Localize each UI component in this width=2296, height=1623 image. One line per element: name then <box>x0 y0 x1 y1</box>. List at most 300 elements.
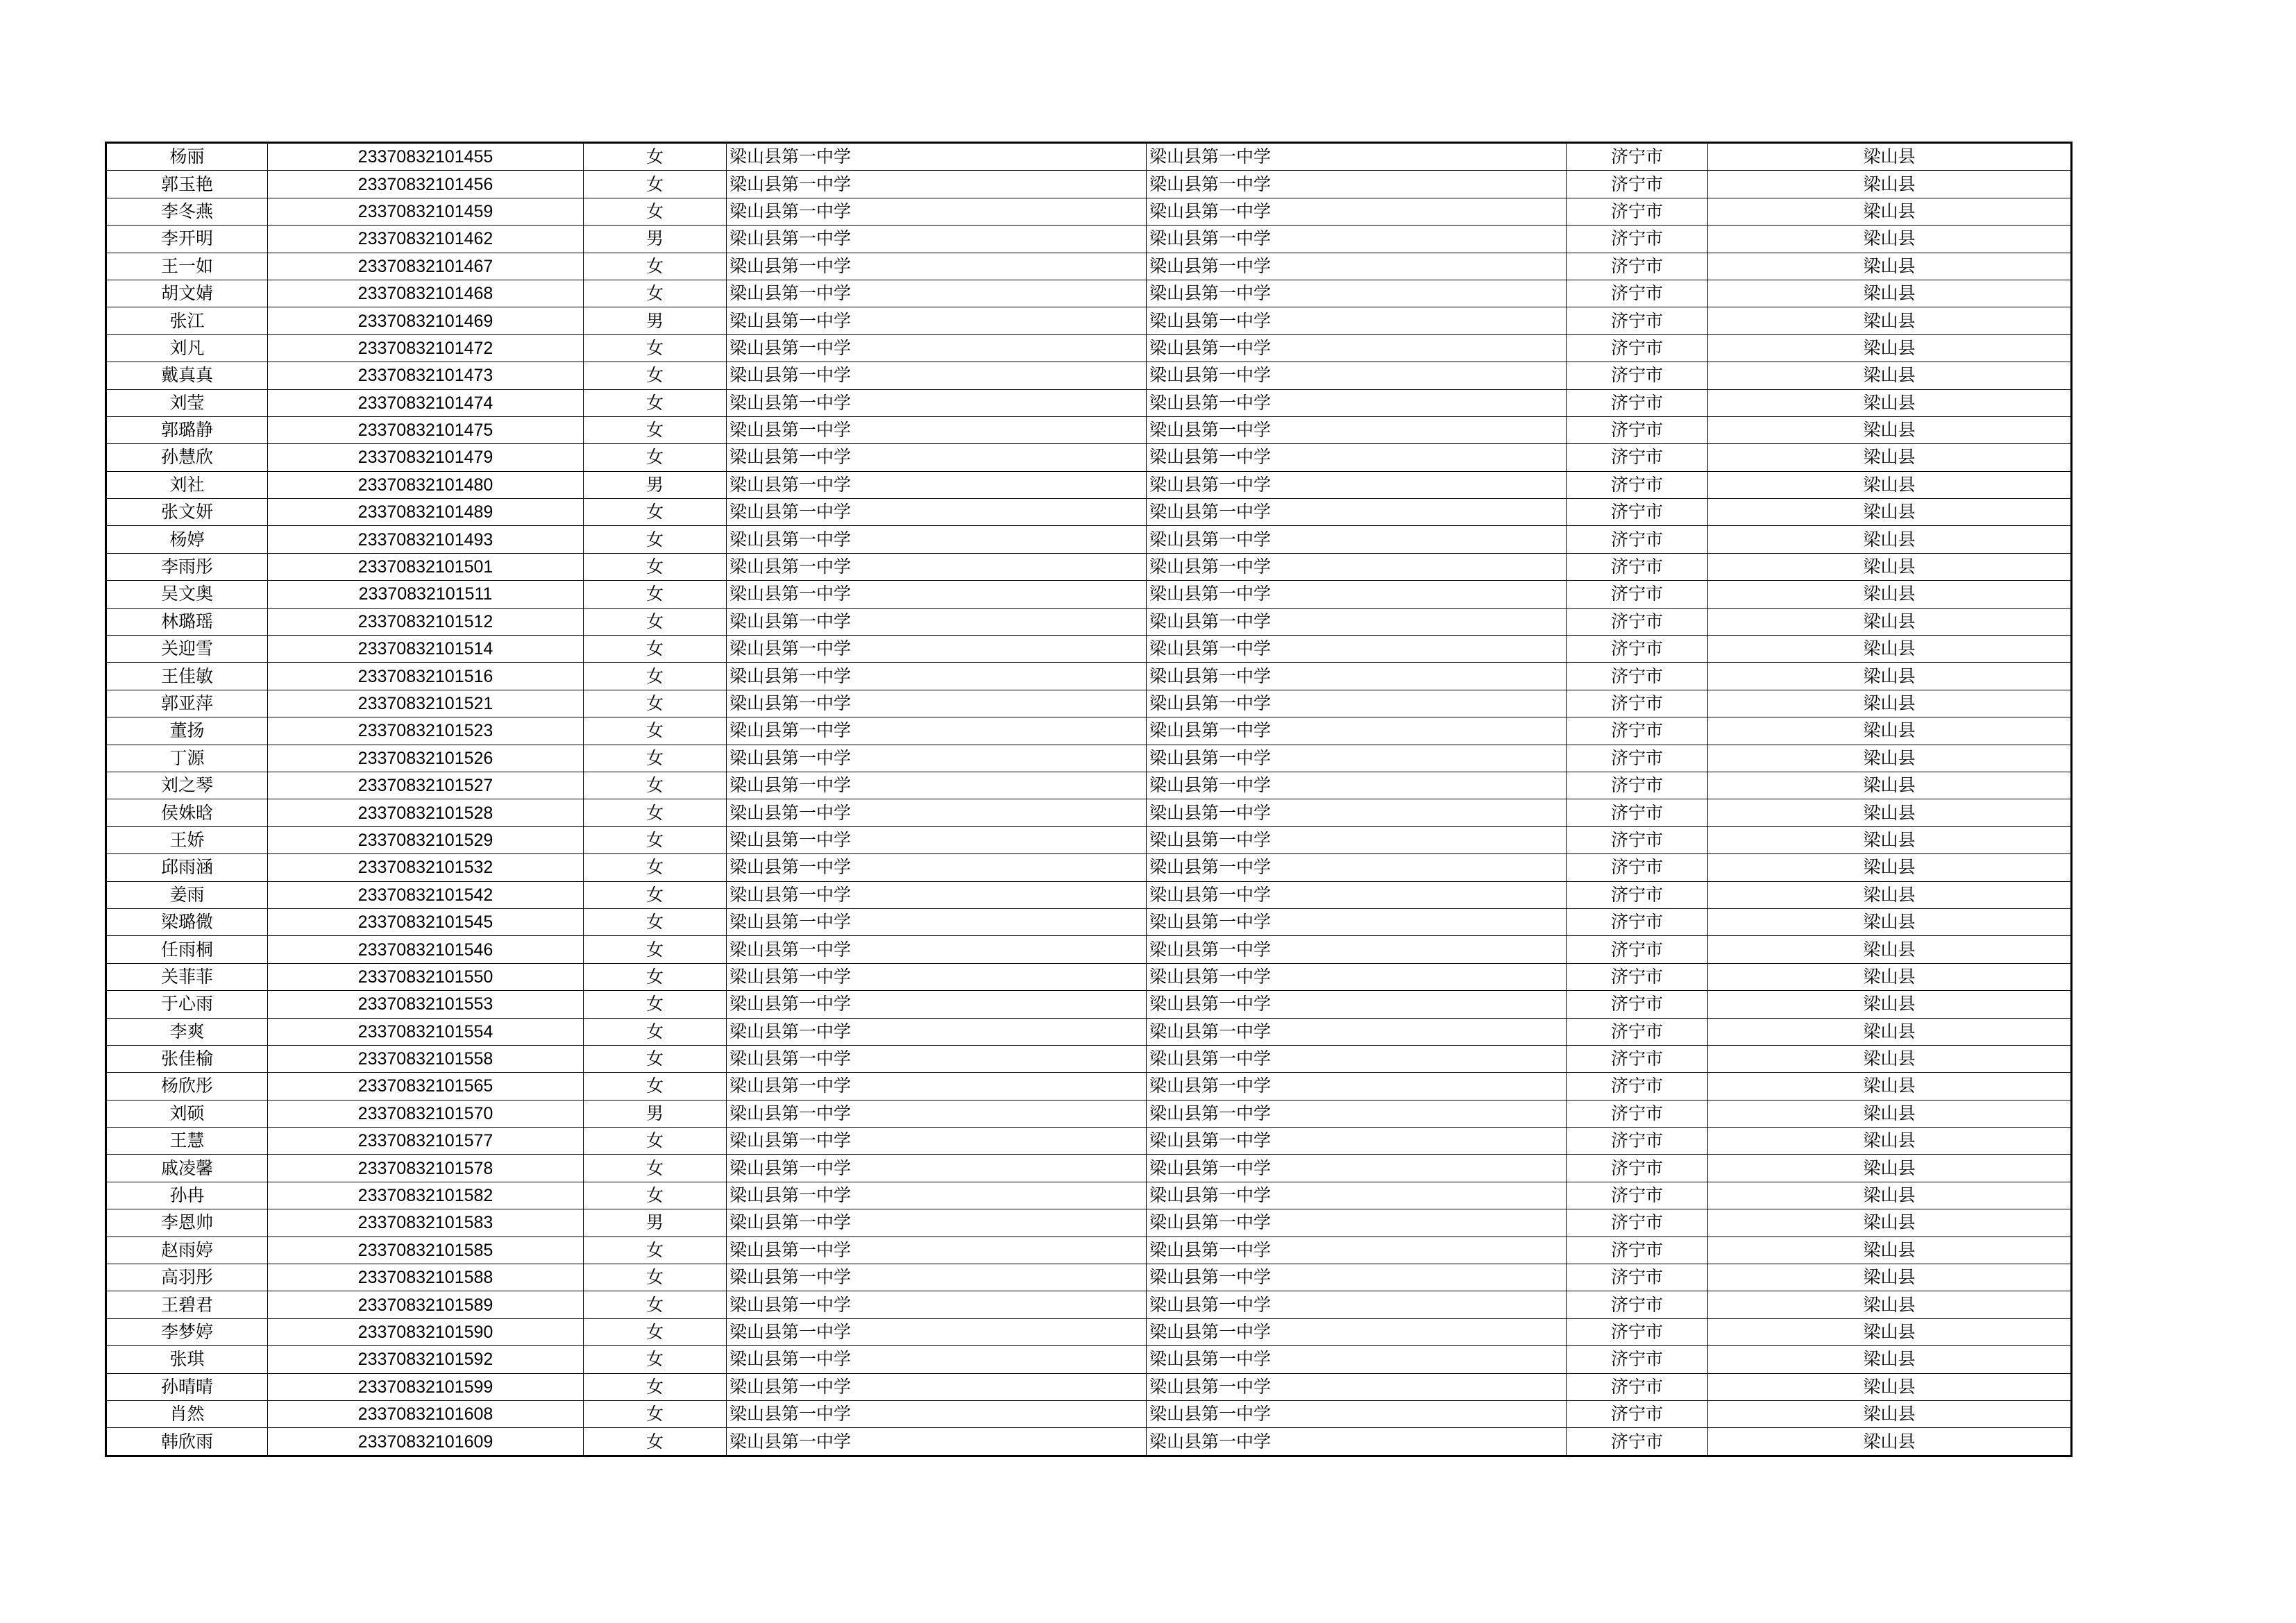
id-cell: 23370832101550 <box>268 963 584 990</box>
name-cell: 郭玉艳 <box>106 171 268 198</box>
school2-cell: 梁山县第一中学 <box>1147 799 1567 826</box>
school2-cell: 梁山县第一中学 <box>1147 198 1567 225</box>
id-cell: 23370832101472 <box>268 334 584 362</box>
city-cell: 济宁市 <box>1567 826 1708 853</box>
table-row <box>106 1073 2072 1100</box>
school2-cell: 梁山县第一中学 <box>1147 854 1567 881</box>
gender-cell: 女 <box>584 253 727 280</box>
id-cell: 23370832101475 <box>268 416 584 443</box>
name-cell: 李爽 <box>106 1018 268 1045</box>
county-cell: 梁山县 <box>1708 991 2072 1018</box>
city-cell: 济宁市 <box>1567 362 1708 389</box>
gender-cell: 女 <box>584 1400 727 1427</box>
table-row <box>106 1128 2072 1155</box>
county-cell: 梁山县 <box>1708 389 2072 416</box>
id-cell: 23370832101577 <box>268 1128 584 1155</box>
school2-cell: 梁山县第一中学 <box>1147 963 1567 990</box>
gender-cell: 女 <box>584 1346 727 1373</box>
name-cell: 张文妍 <box>106 499 268 526</box>
gender-cell: 男 <box>584 471 727 498</box>
gender-cell: 女 <box>584 745 727 772</box>
id-cell: 23370832101554 <box>268 1018 584 1045</box>
name-cell: 杨欣彤 <box>106 1073 268 1100</box>
county-cell: 梁山县 <box>1708 608 2072 635</box>
gender-cell: 男 <box>584 1209 727 1237</box>
school2-cell: 梁山县第一中学 <box>1147 553 1567 580</box>
school-cell: 梁山县第一中学 <box>727 690 1147 717</box>
name-cell: 李开明 <box>106 226 268 253</box>
table-row <box>106 1373 2072 1400</box>
gender-cell: 女 <box>584 171 727 198</box>
id-cell: 23370832101582 <box>268 1182 584 1209</box>
school2-cell: 梁山县第一中学 <box>1147 690 1567 717</box>
city-cell: 济宁市 <box>1567 1182 1708 1209</box>
school-cell: 梁山县第一中学 <box>727 908 1147 935</box>
name-cell: 刘社 <box>106 471 268 498</box>
table-row <box>106 1237 2072 1264</box>
city-cell: 济宁市 <box>1567 1318 1708 1345</box>
gender-cell: 女 <box>584 1155 727 1182</box>
school2-cell: 梁山县第一中学 <box>1147 307 1567 334</box>
city-cell: 济宁市 <box>1567 881 1708 908</box>
city-cell: 济宁市 <box>1567 171 1708 198</box>
table-row <box>106 1428 2072 1456</box>
school2-cell: 梁山县第一中学 <box>1147 1182 1567 1209</box>
id-cell: 23370832101545 <box>268 908 584 935</box>
school-cell: 梁山县第一中学 <box>727 1291 1147 1318</box>
city-cell: 济宁市 <box>1567 416 1708 443</box>
school-cell: 梁山县第一中学 <box>727 772 1147 799</box>
id-cell: 23370832101546 <box>268 936 584 963</box>
city-cell: 济宁市 <box>1567 1291 1708 1318</box>
school-cell: 梁山县第一中学 <box>727 936 1147 963</box>
name-cell: 赵雨婷 <box>106 1237 268 1264</box>
id-cell: 23370832101528 <box>268 799 584 826</box>
table-row <box>106 663 2072 690</box>
school-cell: 梁山县第一中学 <box>727 745 1147 772</box>
school2-cell: 梁山县第一中学 <box>1147 1045 1567 1072</box>
school-cell: 梁山县第一中学 <box>727 799 1147 826</box>
gender-cell: 女 <box>584 581 727 608</box>
county-cell: 梁山县 <box>1708 636 2072 663</box>
id-cell: 23370832101474 <box>268 389 584 416</box>
school2-cell: 梁山县第一中学 <box>1147 171 1567 198</box>
id-cell: 23370832101542 <box>268 881 584 908</box>
school2-cell: 梁山县第一中学 <box>1147 581 1567 608</box>
school-cell: 梁山县第一中学 <box>727 1018 1147 1045</box>
city-cell: 济宁市 <box>1567 444 1708 471</box>
table-row <box>106 963 2072 990</box>
school2-cell: 梁山县第一中学 <box>1147 636 1567 663</box>
table-row <box>106 991 2072 1018</box>
county-cell: 梁山县 <box>1708 1209 2072 1237</box>
id-cell: 23370832101526 <box>268 745 584 772</box>
name-cell: 戚凌馨 <box>106 1155 268 1182</box>
school2-cell: 梁山县第一中学 <box>1147 1291 1567 1318</box>
school2-cell: 梁山县第一中学 <box>1147 253 1567 280</box>
county-cell: 梁山县 <box>1708 499 2072 526</box>
id-cell: 23370832101558 <box>268 1045 584 1072</box>
id-cell: 23370832101609 <box>268 1428 584 1456</box>
id-cell: 23370832101590 <box>268 1318 584 1345</box>
school2-cell: 梁山县第一中学 <box>1147 499 1567 526</box>
city-cell: 济宁市 <box>1567 854 1708 881</box>
roster-table <box>105 142 2073 1457</box>
id-cell: 23370832101511 <box>268 581 584 608</box>
gender-cell: 女 <box>584 1291 727 1318</box>
gender-cell: 女 <box>584 362 727 389</box>
id-cell: 23370832101501 <box>268 553 584 580</box>
county-cell: 梁山县 <box>1708 1346 2072 1373</box>
table-row <box>106 690 2072 717</box>
school-cell: 梁山县第一中学 <box>727 307 1147 334</box>
city-cell: 济宁市 <box>1567 772 1708 799</box>
city-cell: 济宁市 <box>1567 581 1708 608</box>
school-cell: 梁山县第一中学 <box>727 1373 1147 1400</box>
name-cell: 吴文奥 <box>106 581 268 608</box>
gender-cell: 女 <box>584 717 727 745</box>
county-cell: 梁山县 <box>1708 1128 2072 1155</box>
county-cell: 梁山县 <box>1708 416 2072 443</box>
id-cell: 23370832101455 <box>268 143 584 171</box>
school2-cell: 梁山县第一中学 <box>1147 1155 1567 1182</box>
id-cell: 23370832101532 <box>268 854 584 881</box>
gender-cell: 女 <box>584 826 727 853</box>
table-row <box>106 799 2072 826</box>
city-cell: 济宁市 <box>1567 1018 1708 1045</box>
county-cell: 梁山县 <box>1708 1155 2072 1182</box>
name-cell: 郭亚萍 <box>106 690 268 717</box>
gender-cell: 女 <box>584 936 727 963</box>
county-cell: 梁山县 <box>1708 772 2072 799</box>
school2-cell: 梁山县第一中学 <box>1147 772 1567 799</box>
school-cell: 梁山县第一中学 <box>727 416 1147 443</box>
gender-cell: 女 <box>584 334 727 362</box>
gender-cell: 男 <box>584 307 727 334</box>
gender-cell: 女 <box>584 663 727 690</box>
school-cell: 梁山县第一中学 <box>727 826 1147 853</box>
school2-cell: 梁山县第一中学 <box>1147 881 1567 908</box>
name-cell: 张江 <box>106 307 268 334</box>
id-cell: 23370832101456 <box>268 171 584 198</box>
county-cell: 梁山县 <box>1708 663 2072 690</box>
table-row <box>106 1209 2072 1237</box>
id-cell: 23370832101585 <box>268 1237 584 1264</box>
city-cell: 济宁市 <box>1567 690 1708 717</box>
name-cell: 孙冉 <box>106 1182 268 1209</box>
city-cell: 济宁市 <box>1567 1373 1708 1400</box>
table-row <box>106 1045 2072 1072</box>
city-cell: 济宁市 <box>1567 1045 1708 1072</box>
school-cell: 梁山县第一中学 <box>727 854 1147 881</box>
school2-cell: 梁山县第一中学 <box>1147 280 1567 307</box>
table-row <box>106 854 2072 881</box>
city-cell: 济宁市 <box>1567 1209 1708 1237</box>
name-cell: 于心雨 <box>106 991 268 1018</box>
name-cell: 姜雨 <box>106 881 268 908</box>
gender-cell: 女 <box>584 1428 727 1456</box>
gender-cell: 女 <box>584 1045 727 1072</box>
table-row <box>106 581 2072 608</box>
school2-cell: 梁山县第一中学 <box>1147 1209 1567 1237</box>
county-cell: 梁山县 <box>1708 745 2072 772</box>
school-cell: 梁山县第一中学 <box>727 198 1147 225</box>
name-cell: 刘之琴 <box>106 772 268 799</box>
gender-cell: 女 <box>584 553 727 580</box>
table-row <box>106 772 2072 799</box>
school-cell: 梁山县第一中学 <box>727 253 1147 280</box>
school-cell: 梁山县第一中学 <box>727 1318 1147 1345</box>
school2-cell: 梁山县第一中学 <box>1147 1346 1567 1373</box>
county-cell: 梁山县 <box>1708 171 2072 198</box>
school-cell: 梁山县第一中学 <box>727 663 1147 690</box>
table-row <box>106 1346 2072 1373</box>
table-row <box>106 253 2072 280</box>
id-cell: 23370832101514 <box>268 636 584 663</box>
school2-cell: 梁山县第一中学 <box>1147 1318 1567 1345</box>
city-cell: 济宁市 <box>1567 499 1708 526</box>
table-row <box>106 280 2072 307</box>
city-cell: 济宁市 <box>1567 1428 1708 1456</box>
gender-cell: 女 <box>584 608 727 635</box>
table-row <box>106 389 2072 416</box>
id-cell: 23370832101469 <box>268 307 584 334</box>
gender-cell: 女 <box>584 799 727 826</box>
table-row <box>106 226 2072 253</box>
name-cell: 刘凡 <box>106 334 268 362</box>
county-cell: 梁山县 <box>1708 826 2072 853</box>
school2-cell: 梁山县第一中学 <box>1147 908 1567 935</box>
table-row <box>106 717 2072 745</box>
table-row <box>106 416 2072 443</box>
gender-cell: 女 <box>584 1318 727 1345</box>
id-cell: 23370832101468 <box>268 280 584 307</box>
school2-cell: 梁山县第一中学 <box>1147 1100 1567 1127</box>
school2-cell: 梁山县第一中学 <box>1147 226 1567 253</box>
school2-cell: 梁山县第一中学 <box>1147 1018 1567 1045</box>
school2-cell: 梁山县第一中学 <box>1147 444 1567 471</box>
table-row <box>106 745 2072 772</box>
county-cell: 梁山县 <box>1708 1182 2072 1209</box>
school2-cell: 梁山县第一中学 <box>1147 143 1567 171</box>
name-cell: 任雨桐 <box>106 936 268 963</box>
school-cell: 梁山县第一中学 <box>727 1045 1147 1072</box>
gender-cell: 女 <box>584 143 727 171</box>
county-cell: 梁山县 <box>1708 854 2072 881</box>
school-cell: 梁山县第一中学 <box>727 1264 1147 1291</box>
name-cell: 侯姝晗 <box>106 799 268 826</box>
gender-cell: 女 <box>584 499 727 526</box>
table-row <box>106 908 2072 935</box>
county-cell: 梁山县 <box>1708 1291 2072 1318</box>
roster-rows <box>106 143 2072 1456</box>
school-cell: 梁山县第一中学 <box>727 471 1147 498</box>
gender-cell: 女 <box>584 1073 727 1100</box>
table-row <box>106 608 2072 635</box>
gender-cell: 女 <box>584 991 727 1018</box>
school-cell: 梁山县第一中学 <box>727 444 1147 471</box>
school2-cell: 梁山县第一中学 <box>1147 1128 1567 1155</box>
school2-cell: 梁山县第一中学 <box>1147 334 1567 362</box>
county-cell: 梁山县 <box>1708 581 2072 608</box>
table-row <box>106 334 2072 362</box>
id-cell: 23370832101529 <box>268 826 584 853</box>
city-cell: 济宁市 <box>1567 745 1708 772</box>
county-cell: 梁山县 <box>1708 799 2072 826</box>
name-cell: 胡文婧 <box>106 280 268 307</box>
city-cell: 济宁市 <box>1567 198 1708 225</box>
gender-cell: 女 <box>584 280 727 307</box>
table-row <box>106 881 2072 908</box>
table-row <box>106 1318 2072 1345</box>
school2-cell: 梁山县第一中学 <box>1147 1073 1567 1100</box>
school2-cell: 梁山县第一中学 <box>1147 471 1567 498</box>
name-cell: 王碧君 <box>106 1291 268 1318</box>
school-cell: 梁山县第一中学 <box>727 881 1147 908</box>
city-cell: 济宁市 <box>1567 334 1708 362</box>
city-cell: 济宁市 <box>1567 717 1708 745</box>
name-cell: 张琪 <box>106 1346 268 1373</box>
table-row <box>106 499 2072 526</box>
id-cell: 23370832101578 <box>268 1155 584 1182</box>
id-cell: 23370832101565 <box>268 1073 584 1100</box>
school-cell: 梁山县第一中学 <box>727 1237 1147 1264</box>
name-cell: 李雨彤 <box>106 553 268 580</box>
city-cell: 济宁市 <box>1567 908 1708 935</box>
city-cell: 济宁市 <box>1567 1264 1708 1291</box>
county-cell: 梁山县 <box>1708 1073 2072 1100</box>
school-cell: 梁山县第一中学 <box>727 1400 1147 1427</box>
name-cell: 刘莹 <box>106 389 268 416</box>
table-row <box>106 444 2072 471</box>
name-cell: 李恩帅 <box>106 1209 268 1237</box>
school-cell: 梁山县第一中学 <box>727 991 1147 1018</box>
school2-cell: 梁山县第一中学 <box>1147 362 1567 389</box>
school2-cell: 梁山县第一中学 <box>1147 1237 1567 1264</box>
table-row <box>106 362 2072 389</box>
school-cell: 梁山县第一中学 <box>727 1209 1147 1237</box>
gender-cell: 女 <box>584 854 727 881</box>
school-cell: 梁山县第一中学 <box>727 1182 1147 1209</box>
school-cell: 梁山县第一中学 <box>727 1073 1147 1100</box>
name-cell: 张佳榆 <box>106 1045 268 1072</box>
gender-cell: 女 <box>584 881 727 908</box>
school-cell: 梁山县第一中学 <box>727 717 1147 745</box>
id-cell: 23370832101599 <box>268 1373 584 1400</box>
county-cell: 梁山县 <box>1708 936 2072 963</box>
county-cell: 梁山县 <box>1708 881 2072 908</box>
gender-cell: 女 <box>584 963 727 990</box>
name-cell: 林璐瑶 <box>106 608 268 635</box>
name-cell: 王娇 <box>106 826 268 853</box>
county-cell: 梁山县 <box>1708 253 2072 280</box>
id-cell: 23370832101489 <box>268 499 584 526</box>
city-cell: 济宁市 <box>1567 280 1708 307</box>
name-cell: 韩欣雨 <box>106 1428 268 1456</box>
school-cell: 梁山县第一中学 <box>727 499 1147 526</box>
school-cell: 梁山县第一中学 <box>727 636 1147 663</box>
gender-cell: 女 <box>584 526 727 553</box>
school-cell: 梁山县第一中学 <box>727 171 1147 198</box>
school2-cell: 梁山县第一中学 <box>1147 416 1567 443</box>
county-cell: 梁山县 <box>1708 1264 2072 1291</box>
table-row <box>106 636 2072 663</box>
school-cell: 梁山县第一中学 <box>727 608 1147 635</box>
school2-cell: 梁山县第一中学 <box>1147 717 1567 745</box>
school-cell: 梁山县第一中学 <box>727 362 1147 389</box>
table-row <box>106 307 2072 334</box>
name-cell: 肖然 <box>106 1400 268 1427</box>
school2-cell: 梁山县第一中学 <box>1147 1428 1567 1456</box>
county-cell: 梁山县 <box>1708 143 2072 171</box>
county-cell: 梁山县 <box>1708 1428 2072 1456</box>
id-cell: 23370832101570 <box>268 1100 584 1127</box>
city-cell: 济宁市 <box>1567 253 1708 280</box>
id-cell: 23370832101479 <box>268 444 584 471</box>
county-cell: 梁山县 <box>1708 526 2072 553</box>
name-cell: 梁璐微 <box>106 908 268 935</box>
county-cell: 梁山县 <box>1708 280 2072 307</box>
city-cell: 济宁市 <box>1567 307 1708 334</box>
name-cell: 孙慧欣 <box>106 444 268 471</box>
school-cell: 梁山县第一中学 <box>727 1155 1147 1182</box>
id-cell: 23370832101592 <box>268 1346 584 1373</box>
county-cell: 梁山县 <box>1708 1045 2072 1072</box>
name-cell: 董扬 <box>106 717 268 745</box>
name-cell: 高羽彤 <box>106 1264 268 1291</box>
gender-cell: 女 <box>584 1373 727 1400</box>
table-row <box>106 1100 2072 1127</box>
gender-cell: 女 <box>584 690 727 717</box>
city-cell: 济宁市 <box>1567 963 1708 990</box>
county-cell: 梁山县 <box>1708 690 2072 717</box>
city-cell: 济宁市 <box>1567 526 1708 553</box>
gender-cell: 女 <box>584 198 727 225</box>
id-cell: 23370832101462 <box>268 226 584 253</box>
table-row <box>106 198 2072 225</box>
id-cell: 23370832101459 <box>268 198 584 225</box>
school-cell: 梁山县第一中学 <box>727 280 1147 307</box>
id-cell: 23370832101516 <box>268 663 584 690</box>
school2-cell: 梁山县第一中学 <box>1147 936 1567 963</box>
school2-cell: 梁山县第一中学 <box>1147 826 1567 853</box>
name-cell: 刘硕 <box>106 1100 268 1127</box>
gender-cell: 女 <box>584 1264 727 1291</box>
name-cell: 杨丽 <box>106 143 268 171</box>
school-cell: 梁山县第一中学 <box>727 143 1147 171</box>
gender-cell: 女 <box>584 908 727 935</box>
county-cell: 梁山县 <box>1708 1400 2072 1427</box>
table-row <box>106 1018 2072 1045</box>
id-cell: 23370832101493 <box>268 526 584 553</box>
table-row <box>106 171 2072 198</box>
city-cell: 济宁市 <box>1567 1237 1708 1264</box>
county-cell: 梁山县 <box>1708 1373 2072 1400</box>
school2-cell: 梁山县第一中学 <box>1147 608 1567 635</box>
city-cell: 济宁市 <box>1567 636 1708 663</box>
name-cell: 王一如 <box>106 253 268 280</box>
gender-cell: 女 <box>584 389 727 416</box>
school2-cell: 梁山县第一中学 <box>1147 991 1567 1018</box>
table-row <box>106 1291 2072 1318</box>
table-row <box>106 1400 2072 1427</box>
county-cell: 梁山县 <box>1708 307 2072 334</box>
county-cell: 梁山县 <box>1708 1318 2072 1345</box>
school2-cell: 梁山县第一中学 <box>1147 389 1567 416</box>
school-cell: 梁山县第一中学 <box>727 1100 1147 1127</box>
city-cell: 济宁市 <box>1567 936 1708 963</box>
school-cell: 梁山县第一中学 <box>727 334 1147 362</box>
